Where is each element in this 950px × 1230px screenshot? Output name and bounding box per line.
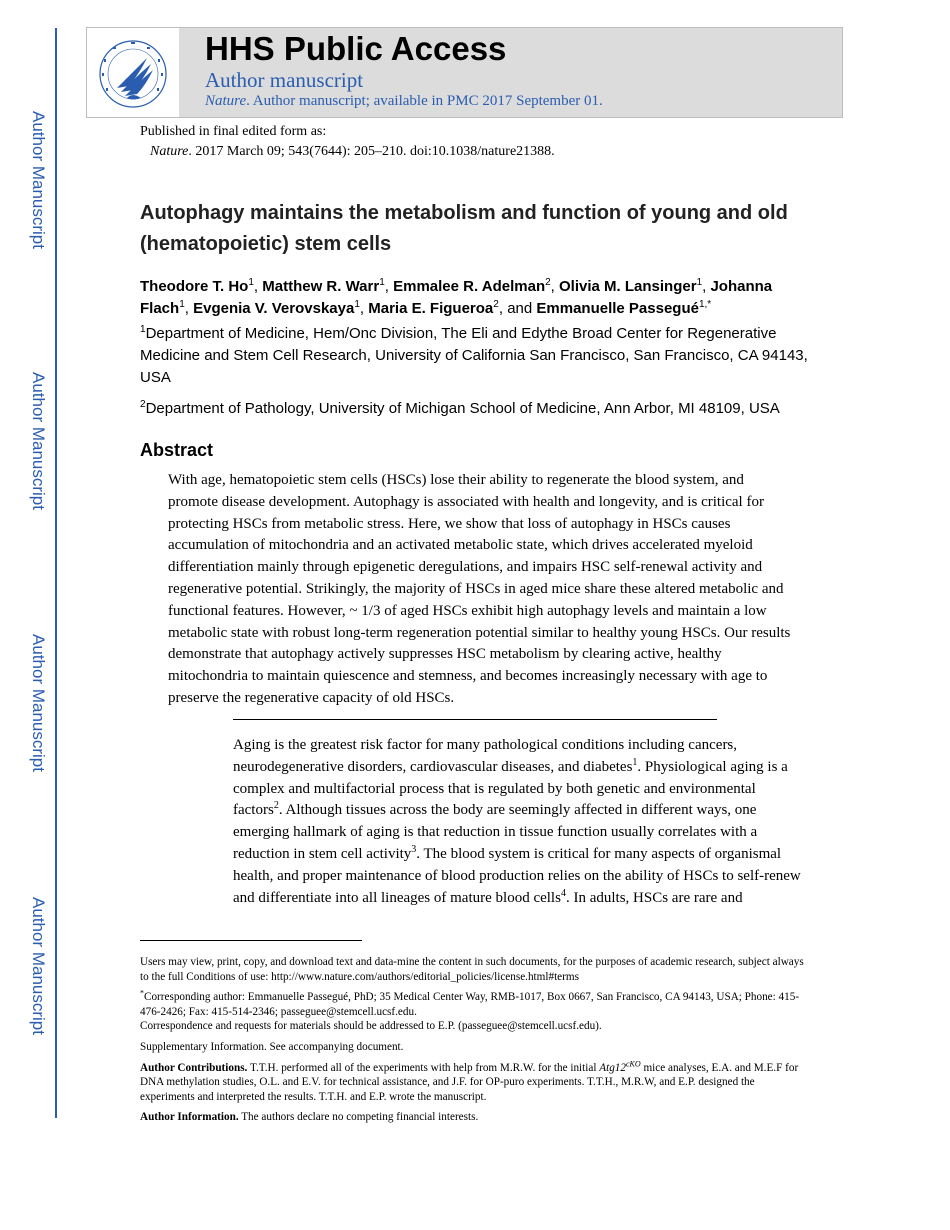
author-name: Olivia M. Lansinger [559, 278, 697, 295]
hhs-header [86, 27, 843, 118]
requests-note: Correspondence and requests for materials should be addressed to E.P. (passeguee@stemcell.ucsf.edu). [140, 1020, 602, 1033]
hhs-title: HHS Public Access [205, 30, 507, 67]
author-list: Theodore T. Ho$^1$, Matthew R. Warr$^1$, Emmalee R. Adelman$^2$, Olivia M. Lansinger$^1$, Johanna Flach$^1$, Evgenia V. Verovskaya$^1$, Maria E. Figueroa$^2$, and Emmanuelle Passegué$^{1,*}$ [140, 277, 773, 317]
pmc-availability: Nature. Author manuscript; available in PMC 2017 September 01. [205, 93, 603, 109]
footnotes [140, 955, 812, 1131]
sidebar-rule [55, 28, 57, 1118]
author-manuscript-label: Author manuscript [205, 68, 364, 92]
abstract-divider [233, 719, 717, 720]
corresponding-author-note: *Corresponding author: Emmanuelle Passegué, PhD; 35 Medical Center Way, RMB-1017, Box 0667, San Francisco, CA 94143, USA; Phone: 415-476-2426; Fax: 415-514-2346; passeguee@stemcell.ucsf.edu. [140, 988, 800, 1018]
abstract-heading: Abstract [140, 440, 214, 460]
article-title: Autophagy maintains the metabolism and function of young and old (hematopoietic) stem cells [140, 202, 788, 255]
publication-info [140, 122, 555, 162]
author-contributions: Author Contributions. T.T.H. performed all of the experiments with help from M.R.W. for the initial $Atg12^{cKO}$ mice analyses, E.A. and M.E.F for DNA methylation studies, O.L. and E.V. for technical assistance, and J.F. for OP-puro experiments. T.T.H., M.R.W, and E.P. designed the experiments and interpreted the results. T.T.H. and E.P. wrote the manuscript. [140, 1058, 799, 1103]
citation: Nature. 2017 March 09; 543(7644): 205–210. doi:10.1038/nature21388. [150, 144, 555, 159]
license-note: Users may view, print, copy, and download text and data-mine the content in such documents, for the purposes of academic research, subject always to the full Conditions of use: http://www.nature.com/authors/editorial_policies/license.html#terms [140, 956, 804, 983]
author-name: Maria E. Figueroa [368, 300, 494, 317]
affiliation: $^1$Department of Medicine, Hem/Onc Division, The Eli and Edythe Broad Center for Regenerative Medicine and Stem Cell Research, University of California San Francisco, San Francisco, CA 94143, USA [140, 324, 808, 386]
author-information: Author Information. The authors declare no competing financial interests. [140, 1111, 479, 1124]
footnote-divider [140, 940, 362, 941]
author-name: Matthew R. Warr [262, 278, 380, 295]
abstract-text: With age, hematopoietic stem cells (HSCs) lose their ability to regenerate the blood system, and promote disease development. Autophagy is associated with health and longevity, and is critical for protecting HSCs from metabolic stress. Here, we show that loss of autophagy in HSCs causes accumulation of mitochondria and an activated metabolic state, which drives accelerated myeloid differentiation mainly through epigenetic deregulations, and impairs HSC self-renewal activity and regenerative potential. Strikingly, the majority of HSCs in aged mice share these altered metabolic and functional features. However, ~ 1/3 of aged HSCs exhibit high autophagy levels and maintain a low metabolic state with robust long-term regeneration potential similar to healthy young HSCs. Our results demonstrate that autophagy actively suppresses HSC metabolism by clearing active, healthy mitochondria to maintain quiescence and stemness, and becomes increasingly necessary with age to preserve the regenerative capacity of old HSCs. [168, 472, 791, 706]
supplementary-note: Supplementary Information. See accompanying document. [140, 1040, 404, 1053]
author-name: Emmanuelle Passegué [536, 300, 699, 317]
author-name: Theodore T. Ho [140, 278, 249, 295]
hhs-logo [87, 28, 179, 117]
author-name: Johanna Flach [140, 278, 773, 317]
published-label: Published in final edited form as: [140, 124, 327, 139]
hhs-eagle-seal-icon [87, 28, 179, 117]
journal-name: Nature [205, 93, 247, 109]
body-paragraph: Aging is the greatest risk factor for many pathological conditions including cancers, neurodegenerative disorders, cardiovascular diseases, and diabetes$^1$. Physiological aging is a complex and multifactorial process that is regulated by both genetic and environmental factors$^2$. Although tissues across the body are seemingly affected in different ways, one emerging hallmark of aging is that reduction in tissue function usually correlates with a reduction in stem cell activity$^3$. The blood system is critical for many aspects of organismal health, and proper maintenance of blood production relies on the ability of HSCs to self-renew and differentiate into all lineages of mature blood cells$^4$. In adults, HSCs are rare and [233, 737, 801, 906]
affiliation: $^2$Department of Pathology, University of Michigan School of Medicine, Ann Arbor, MI 48109, USA [140, 399, 780, 417]
author-name: Evgenia V. Verovskaya [193, 300, 355, 317]
author-name: Emmalee R. Adelman [393, 278, 546, 295]
